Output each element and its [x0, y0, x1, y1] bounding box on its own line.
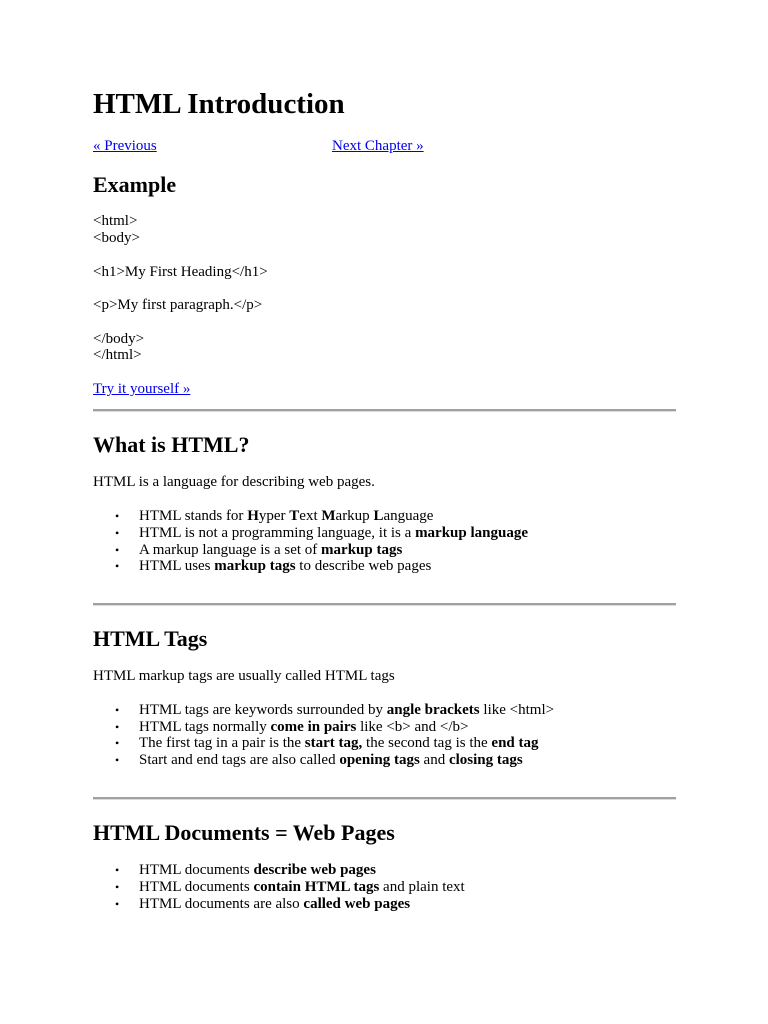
html-documents-heading: HTML Documents = Web Pages [93, 820, 395, 845]
code-line: </body> [93, 331, 145, 347]
next-chapter-link[interactable]: Next Chapter » [332, 138, 424, 154]
list-item: • HTML tags are keywords surrounded by angle brackets like <html> [115, 702, 555, 718]
bullet-icon: • [115, 509, 120, 523]
what-is-html-heading: What is HTML? [93, 432, 250, 457]
code-line: <body> [93, 230, 140, 246]
divider [93, 797, 676, 800]
list-item: • Start and end tags are also called opening tags and closing tags [115, 752, 523, 768]
html-tags-heading: HTML Tags [93, 626, 208, 651]
divider [93, 409, 676, 412]
code-line: <p>My first paragraph.</p> [93, 297, 263, 313]
bullet-icon: • [115, 703, 120, 717]
html-tags-intro: HTML markup tags are usually called HTML tags [93, 668, 395, 684]
list-item: • A markup language is a set of markup tags [115, 542, 403, 558]
bullet-icon: • [115, 720, 120, 734]
bullet-icon: • [115, 559, 120, 573]
list-item: • HTML documents contain HTML tags and plain text [115, 879, 465, 895]
bullet-icon: • [115, 543, 120, 557]
list-item: • HTML uses markup tags to describe web pages [115, 558, 432, 574]
bullet-icon: • [115, 897, 120, 911]
divider [93, 603, 676, 606]
list-item: • HTML tags normally come in pairs like <b> and </b> [115, 719, 469, 735]
list-item: • HTML is not a programming language, it is a markup language [115, 525, 529, 541]
list-item: • HTML documents describe web pages [115, 862, 376, 878]
list-item: • The first tag in a pair is the start tag, the second tag is the end tag [115, 735, 539, 751]
bullet-icon: • [115, 526, 120, 540]
list-item: • HTML documents are also called web pages [115, 896, 411, 912]
bullet-icon: • [115, 863, 120, 877]
code-line: <html> [93, 213, 138, 229]
previous-link[interactable]: « Previous [93, 138, 157, 154]
bullet-icon: • [115, 753, 120, 767]
code-line: </html> [93, 347, 142, 363]
try-it-yourself-link[interactable]: Try it yourself » [93, 381, 191, 397]
example-heading: Example [93, 172, 177, 197]
list-item: • HTML stands for Hyper Text Markup Language [115, 508, 434, 524]
bullet-icon: • [115, 736, 120, 750]
page-title: HTML Introduction [93, 88, 345, 120]
what-is-html-intro: HTML is a language for describing web pages. [93, 474, 375, 490]
code-line: <h1>My First Heading</h1> [93, 264, 268, 280]
bullet-icon: • [115, 880, 120, 894]
